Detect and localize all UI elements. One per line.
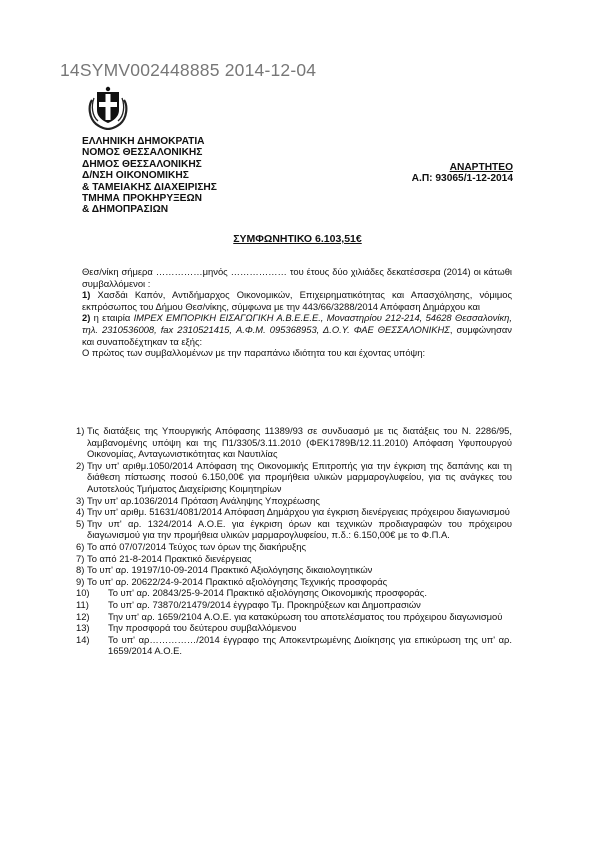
item-number: 7) bbox=[76, 552, 85, 564]
posting-reference-block bbox=[412, 162, 513, 185]
item-text: Το υπ' αρ. 20622/24-9-2014 Πρακτικό αξιολόγησης Τεχνικής προσφοράς bbox=[87, 575, 388, 587]
protocol-number: Α.Π: 93065/1-12-2014 bbox=[411, 173, 513, 185]
item-text: Την υπ' αριθμ. 51631/4081/2014 Απόφαση Δημάρχου για έγκριση διενέργειας πρόχειρου διαγωνισμού bbox=[87, 506, 510, 518]
party-two-company-details: ΙΜΡΕΧ ΕΜΠΟΡΙΚΗ ΕΙΣΑΓΩΓΙΚΗ Α.Β.Ε.Ε.Ε., Μοναστηρίου 212-214, 54628 Θεσσαλονίκη, τηλ. 2310536008, fax 2310521415, Α.Φ.Μ. 095368953, Δ.Ο.Υ. ΦΑΕ ΘΕΣΣΑΛΟΝΙΚΗΣ bbox=[82, 312, 512, 335]
item-text: Την υπ' αρ. 1324/2014 Α.Ο.Ε. για έγκριση όρων και τεχνικών προδιαγραφών του πρόχειρου διαγωνισμού για την προμήθεια υλικών μαρμαρογλυφείου, π.δ.: 6.150,00€ με το Φ.Π.Α. bbox=[87, 517, 512, 541]
item-number: 3) bbox=[76, 494, 85, 506]
list-item bbox=[76, 576, 512, 588]
party-two-pre: η εταιρία bbox=[90, 312, 134, 324]
list-item bbox=[76, 553, 512, 565]
list-item bbox=[76, 564, 512, 576]
item-number: 4) bbox=[76, 506, 85, 518]
org-line: Δ/ΝΣΗ ΟΙΚΟΝΟΜΙΚΗΣ bbox=[82, 170, 189, 182]
item-text: Την υπ' αρ. 1659/2104 Α.Ο.Ε. για κατακύρωση του αποτελέσματος του πρόχειρου διαγωνισμού bbox=[108, 610, 503, 622]
item-number: 2) bbox=[76, 459, 85, 471]
org-line: ΝΟΜΟΣ ΘΕΣΣΑΛΟΝΙΚΗΣ bbox=[82, 147, 203, 159]
item-number: 8) bbox=[76, 564, 85, 576]
list-item bbox=[76, 634, 512, 657]
item-text: Το υπ' αρ. 20843/25-9-2014 Πρακτικό αξιολόγησης Οικονομικής προσφοράς. bbox=[108, 587, 427, 599]
item-text: Το υπ' αρ. 73870/21479/2014 έγγραφο Τμ. Προκηρύξεων και Δημοπρασιών bbox=[108, 598, 421, 610]
item-number: 14) bbox=[76, 633, 90, 645]
party-one bbox=[82, 289, 512, 312]
posted-label: ΑΝΑΡΤΗΤΕΟ bbox=[449, 162, 513, 173]
list-item bbox=[76, 611, 512, 623]
list-item bbox=[76, 506, 512, 518]
issuing-authority-block bbox=[82, 136, 217, 216]
org-line: & ΤΑΜΕΙΑΚΗΣ ΔΙΑΧΕΙΡΙΣΗΣ bbox=[82, 181, 217, 193]
item-number: 10) bbox=[76, 587, 90, 599]
list-item bbox=[76, 460, 512, 495]
item-text: Το από 07/07/2014 Τεύχος των όρων της διακήρυξης bbox=[87, 540, 306, 552]
org-line: & ΔΗΜΟΠΡΑΣΙΩΝ bbox=[82, 204, 169, 216]
greek-state-emblem-icon bbox=[86, 84, 130, 130]
item-text: Το από 21-8-2014 Πρακτικό διενέργειας bbox=[87, 552, 252, 564]
party-two bbox=[82, 312, 512, 347]
list-item bbox=[76, 599, 512, 611]
party-one-number: 1) bbox=[82, 289, 91, 301]
party-two-number: 2) bbox=[82, 312, 91, 324]
party-two-post: , συμφώνησαν και συναποδέχτηκαν τα εξής: bbox=[82, 323, 512, 347]
recitals-list bbox=[76, 425, 512, 657]
item-text: Το υπ' αρ. 19197/10-09-2014 Πρακτικό Αξιολόγησης δικαιολογητικών bbox=[87, 564, 373, 576]
item-number: 12) bbox=[76, 610, 90, 622]
item-text: Τις διατάξεις της Υπουργικής Απόφασης 11389/93 σε συνδυασμό με τις διατάξεις του Ν. 2286/95, λαμβανομένης υπόψη και της Π1/3305/3.11.2010 (ΦΕΚ1789Β/12.11.2010) Απόφαση Υφυπουργού Οικονομίας, Ανταγωνιστικότητας και Ναυτιλίας bbox=[87, 425, 512, 460]
intro-date-line: Θεσ/νίκη σήμερα ……………μηνός ……………… του έτους δύο χιλιάδες δεκατέσσερα (2014) οι κάτωθι συμβαλλόμενοι : bbox=[82, 266, 512, 289]
item-text: Την υπ' αρ.1036/2014 Πρόταση Ανάληψης Υποχρέωσης bbox=[87, 494, 320, 506]
list-item bbox=[76, 587, 512, 599]
contract-intro bbox=[82, 266, 512, 359]
org-line: ΤΜΗΜΑ ΠΡΟΚΗΡΥΞΕΩΝ bbox=[82, 193, 202, 205]
item-number: 9) bbox=[76, 575, 85, 587]
list-item bbox=[76, 541, 512, 553]
item-number: 6) bbox=[76, 540, 85, 552]
org-line: ΔΗΜΟΣ ΘΕΣΣΑΛΟΝΙΚΗΣ bbox=[82, 158, 202, 170]
document-title: ΣΥΜΦΩΝΗΤΙΚΟ 6.103,51€ bbox=[233, 233, 362, 245]
list-item bbox=[76, 425, 512, 460]
item-text: Την υπ' αριθμ.1050/2014 Απόφαση της Οικονομικής Επιτροπής για την έγκριση της δαπάνης και τη διάθεση πίστωσης ποσού 6.150,00€ για προμήθεια υλικών μαρμαρογλυφείου, για τις ανάγκες του Αυτοτελούς Τμήματος Διαχείρισης Κοιμητηρίων bbox=[87, 459, 512, 494]
item-text: Το υπ' αρ……………/2014 έγγραφο της Αποκεντρωμένης Διοίκησης για επικύρωση της υπ' αρ. 1659/2014 Α.Ο.Ε. bbox=[108, 633, 512, 657]
considering-line: Ο πρώτος των συμβαλλομένων με την παραπάνω ιδιότητα του και έχοντας υπόψη: bbox=[82, 347, 426, 359]
item-number: 11) bbox=[76, 598, 89, 610]
org-line: ΕΛΛΗΝΙΚΗ ΔΗΜΟΚΡΑΤΙΑ bbox=[82, 136, 205, 147]
item-number: 13) bbox=[76, 622, 90, 634]
party-one-text: Χασδάι Καπόν, Αντιδήμαρχος Οικονομικών, Επιχειρηματικότητας και Απασχόλησης, νόμιμος εκπρόσωπος του Δήμου Θεσ/νίκης, σύμφωνα με την 443/66/3288/2014 Απόφαση Δημάρχου και bbox=[82, 289, 512, 312]
item-text: Την προσφορά του δεύτερου συμβαλλόμενου bbox=[108, 622, 297, 634]
list-item bbox=[76, 495, 512, 507]
list-item bbox=[76, 622, 512, 634]
item-number: 5) bbox=[76, 517, 85, 529]
list-item bbox=[76, 518, 512, 541]
item-number: 1) bbox=[76, 425, 85, 436]
document-id-watermark: 14SYMV002448885 2014-12-04 bbox=[60, 60, 317, 80]
